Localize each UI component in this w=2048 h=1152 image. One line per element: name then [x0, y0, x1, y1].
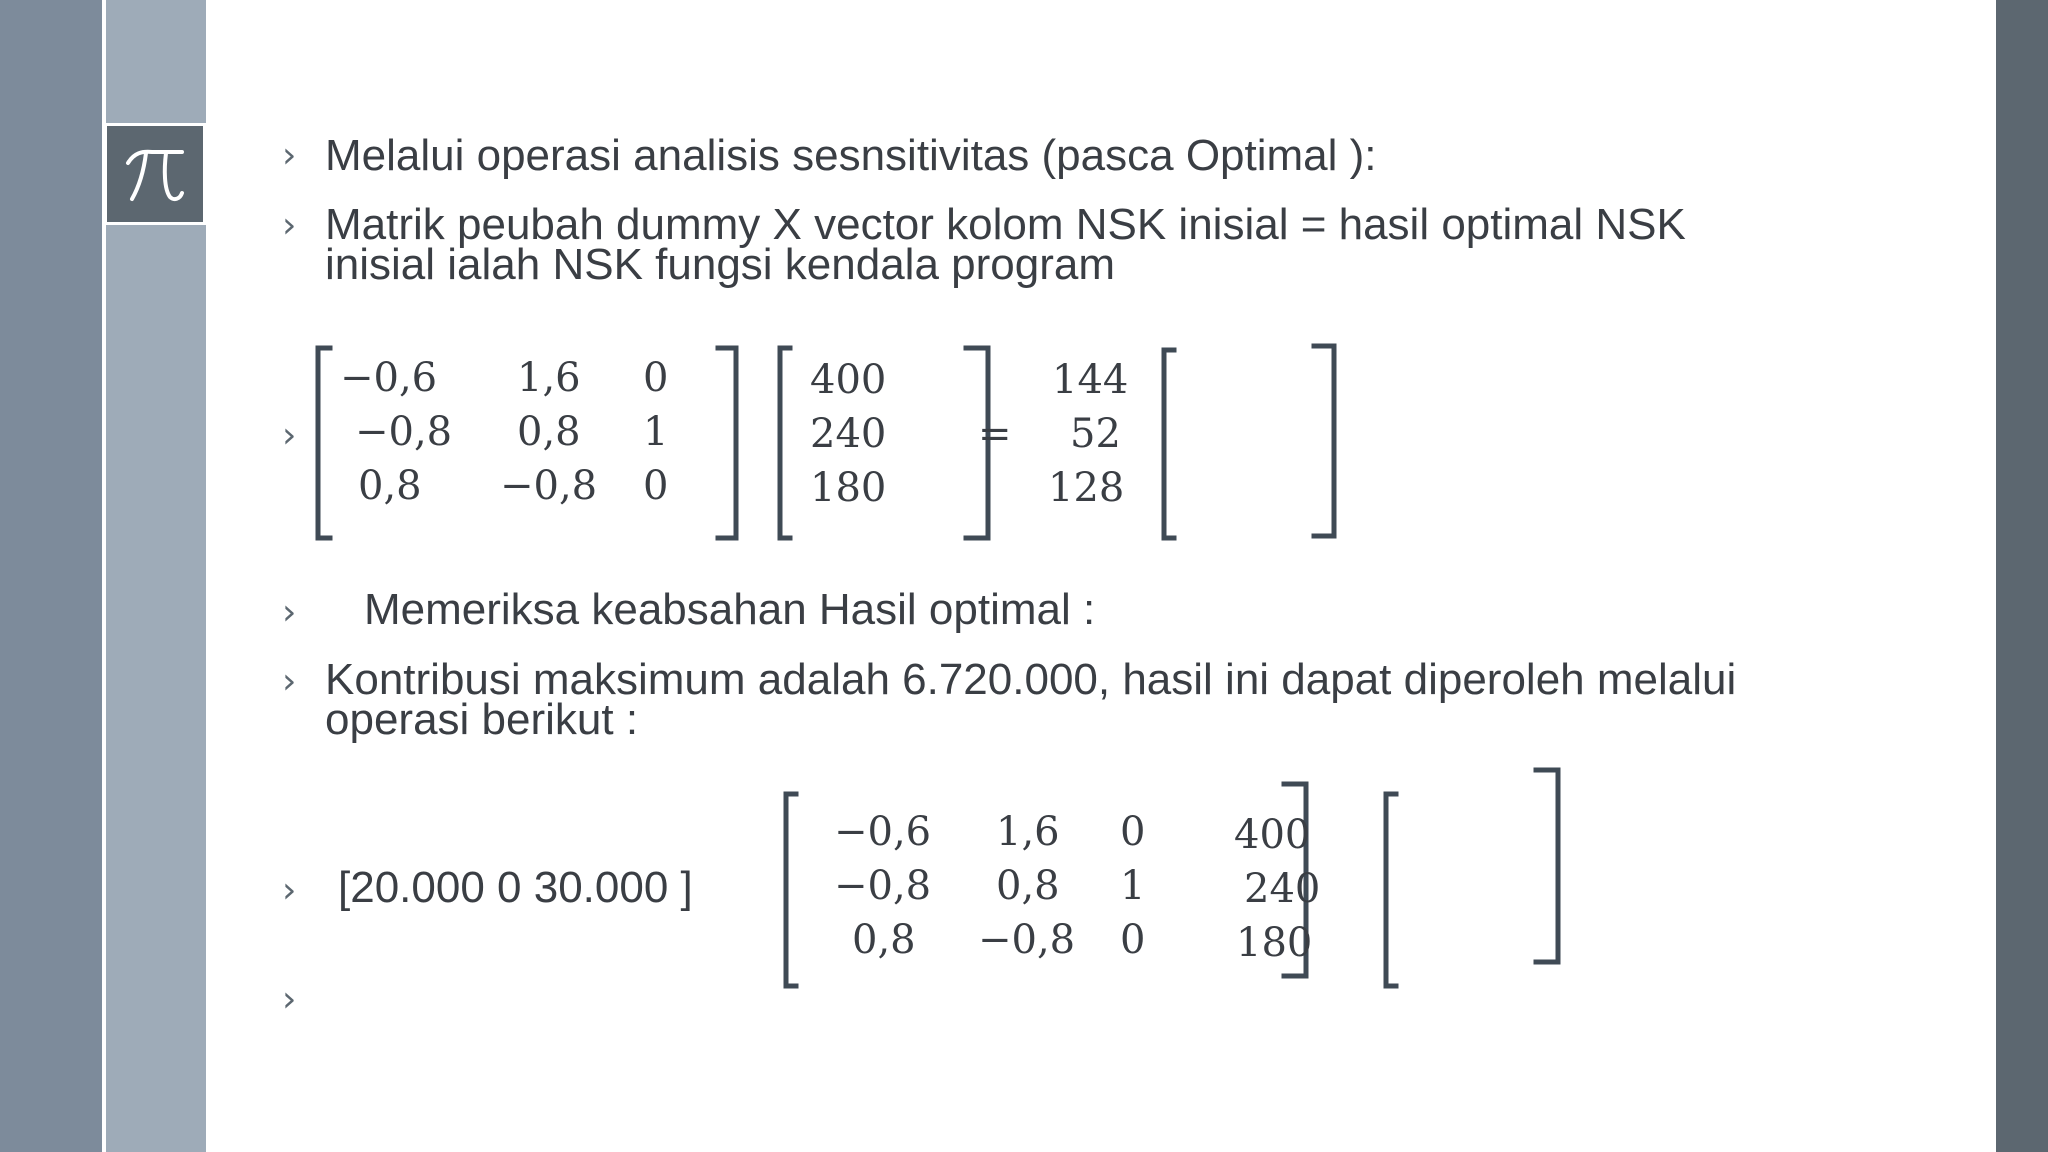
matrix-2-cell: −0,8	[834, 863, 932, 909]
row-vector-text: [20.000 0 30.000 ]	[338, 863, 693, 912]
matrix-1-cell: 0	[643, 355, 669, 401]
bullet-text-3: Memeriksa keabsahan Hasil optimal :	[364, 585, 1096, 634]
matrix-2-cell: 0,8	[996, 863, 1060, 909]
vector-2-cell: 240	[1244, 866, 1321, 912]
bullet-text-4-line-2: operasi berikut :	[325, 695, 639, 744]
matrix-1-cell: 0,8	[517, 409, 581, 455]
matrix-1-cell: −0,6	[340, 355, 438, 401]
bullet-marker: ›	[282, 592, 297, 633]
equals-sign: =	[978, 411, 1012, 457]
matrix-1-cell: 0,8	[358, 463, 422, 509]
result-1-cell: 144	[1052, 357, 1129, 403]
matrix-1-cell: −0,8	[500, 463, 598, 509]
bullet-marker: ›	[282, 205, 297, 246]
matrix-2-cell: 0	[1120, 917, 1146, 963]
bullet-text-1: Melalui operasi analisis sesnsitivitas (pasca Optimal ):	[325, 131, 1377, 180]
matrix-2-cell: 1,6	[996, 809, 1060, 855]
bullet-text-4-line-1: Kontribusi maksimum adalah 6.720.000, hasil ini dapat diperoleh melalui	[325, 655, 1737, 704]
matrix-2-cell: 1	[1120, 863, 1146, 909]
matrix-2-cell: 0	[1120, 809, 1146, 855]
vector-2-cell: 400	[1234, 812, 1311, 858]
bullet-marker: ›	[282, 135, 297, 176]
matrix-1-cell: 1	[643, 409, 669, 455]
matrix-1-cell: −0,8	[355, 409, 453, 455]
vector-1-cell: 240	[810, 411, 887, 457]
matrix-1-cell: 0	[643, 463, 669, 509]
vector-1-cell: 180	[810, 465, 887, 511]
matrix-2-cell: −0,8	[978, 917, 1076, 963]
matrix-2-cell: 0,8	[852, 917, 916, 963]
matrix-2-cell: −0,6	[834, 809, 932, 855]
vector-2-cell: 180	[1236, 920, 1313, 966]
bullet-marker: ›	[282, 661, 297, 702]
bullet-marker-empty: ›	[282, 979, 297, 1020]
bullet-text-2-line-1: Matrik peubah dummy X vector kolom NSK inisial = hasil optimal NSK	[325, 200, 1686, 249]
bullet-marker: ›	[282, 870, 297, 911]
result-1-cell: 52	[1070, 411, 1121, 457]
vector-1-cell: 400	[810, 357, 887, 403]
result-1-cell: 128	[1048, 465, 1125, 511]
bullet-text-2-line-2: inisial ialah NSK fungsi kendala program	[325, 240, 1115, 289]
bullet-marker: ›	[282, 415, 297, 456]
matrix-1-cell: 1,6	[517, 355, 581, 401]
